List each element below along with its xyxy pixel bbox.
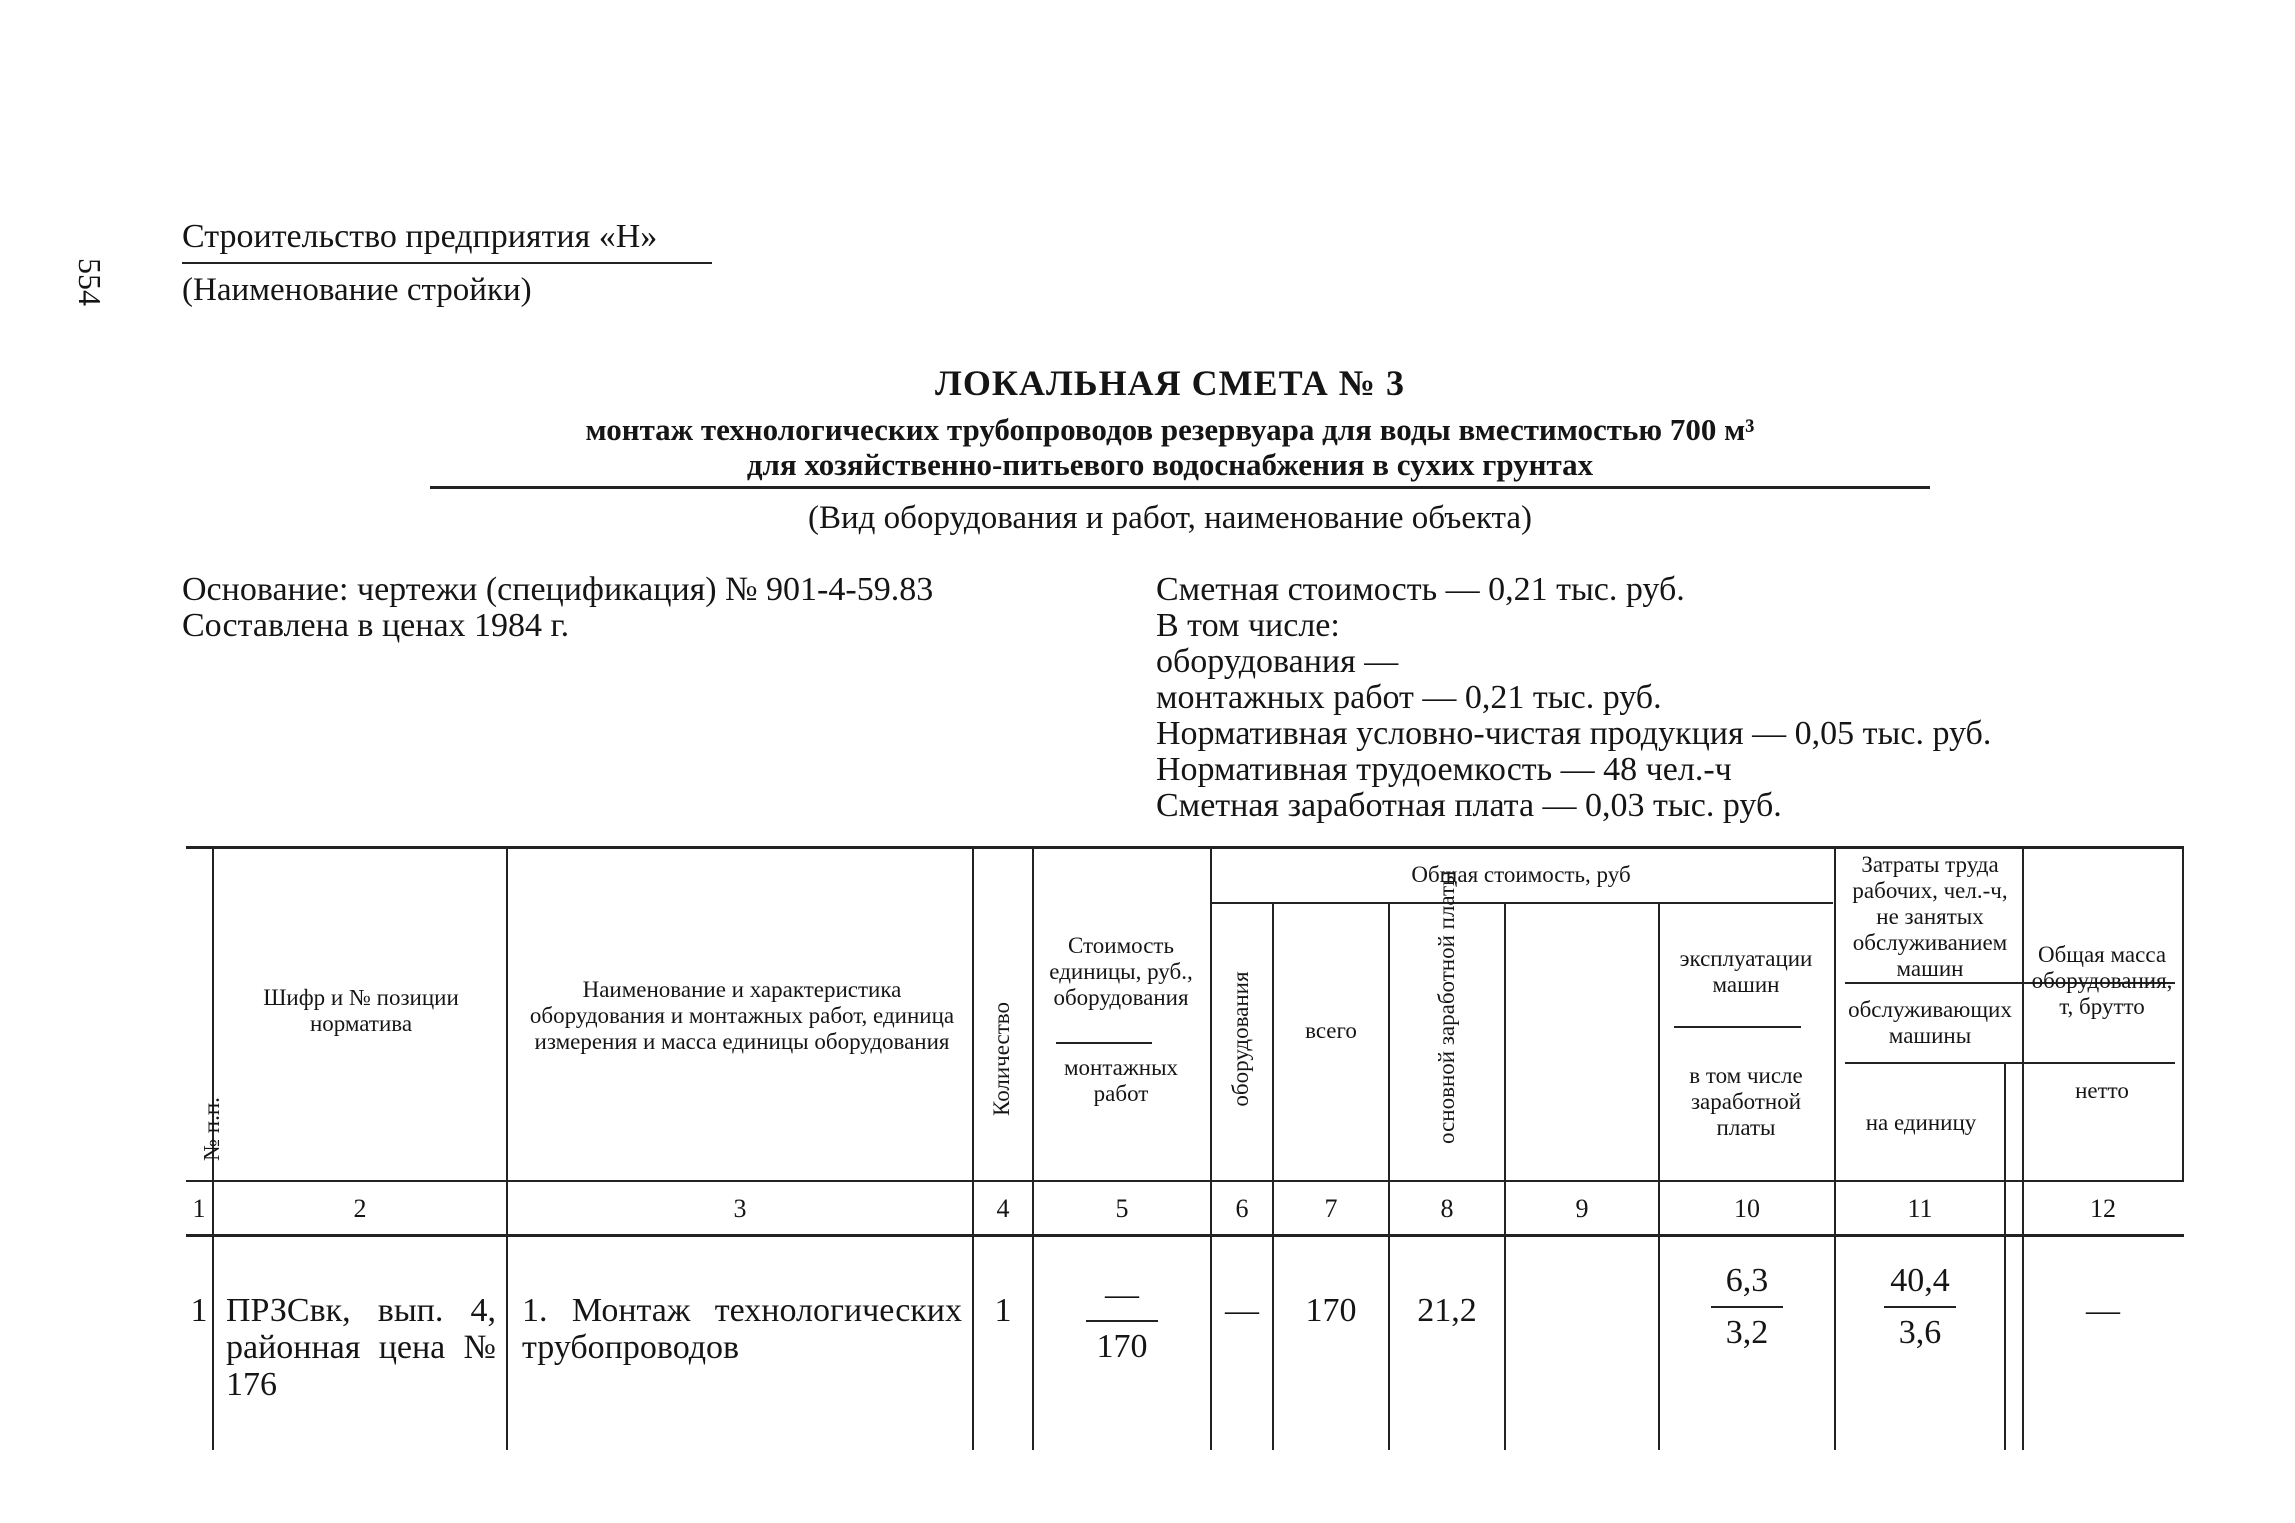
row-unit-cost <box>1034 1276 1210 1366</box>
col-divider <box>1388 904 1390 1450</box>
header-c10: на единицу <box>1865 1110 1977 1135</box>
col-divider <box>2004 1064 2006 1450</box>
column-number: 1 <box>192 1194 206 1223</box>
header-c11 <box>2008 1068 2020 1178</box>
header-c4: Количество <box>989 1002 1014 1116</box>
header-c6: оборудования <box>1228 971 1253 1107</box>
col-divider <box>1658 904 1660 1450</box>
col-divider <box>2022 846 2024 1450</box>
cost-line: Сметная заработная плата — 0,03 тыс. руб. <box>1156 787 1782 824</box>
construction-name: Строительство предприятия «Н» <box>182 218 658 255</box>
column-number: 3 <box>733 1194 747 1223</box>
column-number: 5 <box>1115 1194 1129 1223</box>
unit-cost-bottom: 170 <box>1096 1328 1148 1365</box>
row-total: 170 <box>1305 1292 1357 1329</box>
unit-cost-top: — <box>1105 1276 1139 1313</box>
row-code: ПРЗСвк, вып. 4, районная цена № 176 <box>226 1292 496 1403</box>
cost-line: Нормативная условно-чистая продукция — 0,05 тыс. руб. <box>1156 715 1992 752</box>
estimate-subtitle <box>300 412 2040 482</box>
table-top-rule <box>186 846 2184 849</box>
machines-top: 6,3 <box>1725 1262 1769 1299</box>
basis-line-1: Основание: чертежи (спецификация) № 901-4-59.83 <box>182 571 934 608</box>
object-caption: (Вид оборудования и работ, наименование объекта) <box>807 500 1533 536</box>
c5-split-rule <box>1056 1042 1152 1044</box>
fraction-bar <box>1086 1320 1158 1322</box>
c9-split-rule <box>1674 1026 1801 1028</box>
col-divider <box>506 846 508 1450</box>
column-number: 10 <box>1734 1194 1760 1223</box>
total-group-rule <box>1210 902 1833 904</box>
column-number: 12 <box>2090 1194 2116 1223</box>
page-number: 554 <box>72 258 108 306</box>
row-labor-unit <box>1836 1262 2004 1352</box>
header-total-group: Общая стоимость, руб <box>1411 862 1631 887</box>
row-number: 1 <box>190 1292 208 1329</box>
header-c7: всего <box>1305 1018 1357 1043</box>
col-divider <box>972 846 974 1450</box>
fraction-bar <box>1884 1306 1956 1308</box>
row-equipment: — <box>1225 1292 1259 1329</box>
construction-underline <box>182 262 712 264</box>
labor-unit-bottom: 3,6 <box>1898 1314 1942 1351</box>
column-number: 8 <box>1440 1194 1454 1223</box>
header-bottom-rule <box>186 1180 2184 1182</box>
column-number: 9 <box>1575 1194 1589 1223</box>
c12-split-rule <box>2022 1062 2170 1064</box>
labor-unit-top: 40,4 <box>1890 1262 1950 1299</box>
header-c1: № п.п. <box>199 1097 224 1161</box>
subtitle-line-2: для хозяйственно-питьевого водоснабжения в сухих грунтах <box>746 447 1594 482</box>
row-mass: — <box>2086 1292 2120 1329</box>
cost-line: Сметная стоимость — 0,21 тыс. руб. <box>1156 571 1685 608</box>
cost-line: В том числе: <box>1156 607 1340 644</box>
header-c9-bottom: в том числе заработной платы <box>1689 1063 1803 1140</box>
header-c5-bottom: монтажных работ <box>1063 1055 1179 1106</box>
header-c12-bottom: нетто <box>2075 1078 2129 1103</box>
construction-caption: (Наименование стройки) <box>182 272 532 308</box>
header-labor-sub: обслуживающих машины <box>1848 997 2012 1048</box>
cost-line: оборудования — <box>1156 643 1399 680</box>
header-c2: Шифр и № позиции норматива <box>263 985 459 1036</box>
basis-line-2: Составлена в ценах 1984 г. <box>182 607 570 644</box>
machines-bottom: 3,2 <box>1725 1314 1769 1351</box>
col-divider <box>2182 846 2184 1180</box>
cost-line: монтажных работ — 0,21 тыс. руб. <box>1156 679 1662 716</box>
header-c12-top: Общая масса оборудования, т, брутто <box>2031 942 2173 1019</box>
column-number: 7 <box>1324 1194 1338 1223</box>
numbers-bottom-rule <box>186 1234 2184 1237</box>
row-wages: 21,2 <box>1417 1292 1477 1329</box>
column-number: 11 <box>1907 1194 1933 1223</box>
header-c8: основной заработной платы <box>1434 870 1459 1144</box>
column-number: 6 <box>1235 1194 1249 1223</box>
header-labor-group: Затраты труда рабочих, чел.-ч, не занятых обслуживанием машин <box>1852 852 2008 981</box>
col-divider <box>1834 846 1836 1450</box>
col-divider <box>1504 904 1506 1450</box>
col-divider <box>1272 904 1274 1450</box>
header-c9-top: эксплуатации машин <box>1679 946 1813 997</box>
column-number: 4 <box>996 1194 1010 1223</box>
header-c5-top: Стоимость единицы, руб., оборудования <box>1049 933 1193 1010</box>
row-qty: 1 <box>994 1292 1012 1329</box>
subtitle-line-1: монтаж технологических трубопроводов резервуара для воды вместимостью 700 м³ <box>585 412 1755 447</box>
estimate-table <box>186 846 2184 1450</box>
header-c3: Наименование и характеристика оборудования и монтажных работ, единица измерения и масса единицы оборудования <box>529 977 955 1054</box>
column-number: 2 <box>353 1194 367 1223</box>
row-name: 1. Монтаж технологических трубопроводов <box>522 1292 962 1366</box>
cost-summary <box>1156 572 1991 824</box>
object-underline <box>430 486 1930 489</box>
col-divider <box>1210 846 1212 1450</box>
row-machines <box>1660 1262 1834 1352</box>
fraction-bar <box>1711 1306 1783 1308</box>
basis-block <box>182 572 933 644</box>
cost-line: Нормативная трудоемкость — 48 чел.-ч <box>1156 751 1732 788</box>
estimate-title: ЛОКАЛЬНАЯ СМЕТА № 3 <box>935 363 1405 403</box>
